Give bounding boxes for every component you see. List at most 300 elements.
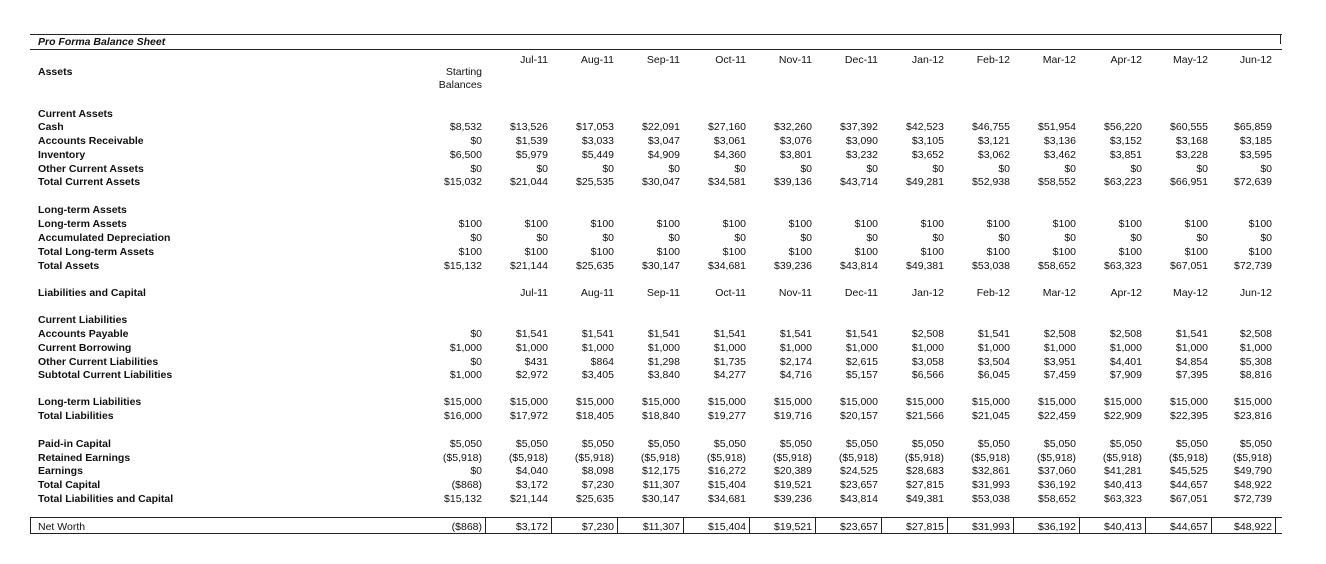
table-cell: $100 — [656, 218, 680, 230]
table-cell: $46,755 — [972, 121, 1010, 133]
table-cell: $100 — [1184, 246, 1208, 258]
networth-bottom-rule — [30, 533, 1282, 534]
month-header: Sep-11 — [646, 287, 680, 299]
net-worth-cell: $48,922 — [1234, 521, 1272, 533]
table-cell: $1,000 — [1109, 342, 1142, 354]
table-cell: $65,859 — [1234, 121, 1272, 133]
table-cell: $100 — [524, 218, 548, 230]
liabilities-capital-heading: Liabilities and Capital — [38, 287, 146, 299]
table-cell: $3,121 — [977, 135, 1010, 147]
table-cell: $1,541 — [977, 328, 1010, 340]
table-cell: $20,389 — [774, 465, 812, 477]
table-cell: $0 — [536, 163, 548, 175]
table-cell: $49,790 — [1234, 465, 1272, 477]
net-worth-cell: $27,815 — [906, 521, 944, 533]
net-worth-divider — [947, 517, 948, 533]
net-worth-divider — [1013, 517, 1014, 533]
table-cell: $3,033 — [581, 135, 614, 147]
table-cell: $3,136 — [1043, 135, 1076, 147]
table-cell: $5,050 — [1239, 438, 1272, 450]
month-header: Dec-11 — [844, 54, 878, 66]
table-cell: $1,000 — [449, 342, 482, 354]
table-cell: $3,062 — [977, 149, 1010, 161]
table-cell: $18,840 — [642, 410, 680, 422]
table-cell: $100 — [920, 246, 944, 258]
table-cell: $0 — [932, 163, 944, 175]
row-label: Total Capital — [38, 479, 101, 491]
table-cell: $4,716 — [779, 369, 812, 381]
table-cell: ($868) — [451, 479, 482, 491]
table-cell: $44,657 — [1170, 479, 1208, 491]
table-cell: $43,814 — [840, 260, 878, 272]
row-label: Current Liabilities — [38, 314, 128, 326]
table-cell: $25,635 — [576, 493, 614, 505]
table-cell: $1,000 — [977, 342, 1010, 354]
table-cell: $3,047 — [647, 135, 680, 147]
table-cell: $100 — [1118, 218, 1142, 230]
table-cell: $0 — [800, 232, 812, 244]
table-cell: $3,462 — [1043, 149, 1076, 161]
table-cell: $21,144 — [510, 493, 548, 505]
table-cell: $6,500 — [449, 149, 482, 161]
table-cell: $1,541 — [779, 328, 812, 340]
month-header: May-12 — [1172, 287, 1208, 299]
table-cell: $1,541 — [845, 328, 878, 340]
table-cell: $5,979 — [515, 149, 548, 161]
table-cell: $16,272 — [708, 465, 746, 477]
net-worth-cell: $15,404 — [708, 521, 746, 533]
table-cell: $2,508 — [1109, 328, 1142, 340]
table-cell: $4,277 — [713, 369, 746, 381]
month-header: Sep-11 — [646, 54, 680, 66]
table-cell: $13,526 — [510, 121, 548, 133]
table-cell: $15,032 — [444, 176, 482, 188]
table-cell: $0 — [602, 163, 614, 175]
net-worth-cell: $31,993 — [972, 521, 1010, 533]
table-cell: $2,972 — [515, 369, 548, 381]
table-cell: $21,144 — [510, 260, 548, 272]
table-cell: $19,277 — [708, 410, 746, 422]
right-border — [1280, 34, 1281, 44]
table-cell: $21,566 — [906, 410, 944, 422]
table-cell: $2,508 — [911, 328, 944, 340]
table-cell: $25,535 — [576, 176, 614, 188]
row-label: Total Long-term Assets — [38, 246, 155, 258]
table-cell: $100 — [722, 246, 746, 258]
month-header: Dec-11 — [844, 287, 878, 299]
table-cell: $0 — [800, 163, 812, 175]
table-cell: $7,909 — [1109, 369, 1142, 381]
table-cell: $1,541 — [647, 328, 680, 340]
table-cell: $63,323 — [1104, 493, 1142, 505]
table-cell: $51,954 — [1038, 121, 1076, 133]
table-cell: ($5,918) — [970, 452, 1010, 464]
net-worth-divider — [1079, 517, 1080, 533]
table-cell: ($5,918) — [772, 452, 812, 464]
table-cell: $15,000 — [1104, 396, 1142, 408]
month-header: Jan-12 — [911, 54, 944, 66]
table-cell: $5,050 — [713, 438, 746, 450]
table-cell: $7,459 — [1043, 369, 1076, 381]
table-cell: $1,298 — [647, 356, 680, 368]
table-cell: $3,172 — [515, 479, 548, 491]
table-cell: $53,038 — [972, 260, 1010, 272]
table-cell: $23,816 — [1234, 410, 1272, 422]
table-cell: $5,050 — [845, 438, 878, 450]
row-label: Inventory — [38, 149, 86, 161]
table-cell: $5,050 — [1043, 438, 1076, 450]
table-cell: $5,050 — [449, 438, 482, 450]
table-cell: $22,909 — [1104, 410, 1142, 422]
table-cell: $0 — [668, 232, 680, 244]
row-label: Earnings — [38, 465, 83, 477]
table-cell: $15,000 — [576, 396, 614, 408]
table-cell: $3,076 — [779, 135, 812, 147]
net-worth-cell: $11,307 — [642, 521, 680, 533]
table-cell: $0 — [668, 163, 680, 175]
table-cell: $3,851 — [1109, 149, 1142, 161]
table-cell: $0 — [734, 232, 746, 244]
row-label: Other Current Liabilities — [38, 356, 159, 368]
table-cell: $0 — [470, 356, 482, 368]
sheet-title: Pro Forma Balance Sheet — [38, 36, 166, 48]
table-cell: $100 — [854, 246, 878, 258]
table-cell: $5,050 — [779, 438, 812, 450]
table-cell: $60,555 — [1170, 121, 1208, 133]
table-cell: $3,185 — [1239, 135, 1272, 147]
table-cell: $15,404 — [708, 479, 746, 491]
table-cell: $3,652 — [911, 149, 944, 161]
table-cell: ($5,918) — [1036, 452, 1076, 464]
table-cell: $15,132 — [444, 493, 482, 505]
table-cell: $15,000 — [906, 396, 944, 408]
table-cell: $100 — [458, 246, 482, 258]
month-header: Oct-11 — [715, 54, 746, 66]
table-cell: $0 — [470, 328, 482, 340]
table-cell: $31,993 — [972, 479, 1010, 491]
table-cell: $5,050 — [647, 438, 680, 450]
table-cell: $0 — [1064, 163, 1076, 175]
row-label: Accounts Payable — [38, 328, 129, 340]
table-cell: $0 — [536, 232, 548, 244]
net-worth-divider — [683, 517, 684, 533]
table-cell: $0 — [1130, 232, 1142, 244]
table-cell: $15,000 — [972, 396, 1010, 408]
table-cell: $18,405 — [576, 410, 614, 422]
month-header: Jun-12 — [1239, 54, 1272, 66]
table-cell: $5,050 — [581, 438, 614, 450]
table-cell: $43,814 — [840, 493, 878, 505]
table-cell: $16,000 — [444, 410, 482, 422]
month-header: Apr-12 — [1110, 287, 1142, 299]
table-cell: $25,635 — [576, 260, 614, 272]
table-cell: $100 — [1052, 218, 1076, 230]
table-cell: $1,000 — [581, 342, 614, 354]
table-cell: $1,000 — [449, 369, 482, 381]
row-label: Long-term Liabilities — [38, 396, 142, 408]
table-cell: $52,938 — [972, 176, 1010, 188]
table-cell: $15,000 — [642, 396, 680, 408]
table-cell: $72,739 — [1234, 260, 1272, 272]
table-cell: $0 — [998, 232, 1010, 244]
table-cell: $39,236 — [774, 493, 812, 505]
net-worth-divider — [815, 517, 816, 533]
net-worth-divider — [485, 517, 486, 533]
table-cell: ($5,918) — [904, 452, 944, 464]
table-cell: $63,223 — [1104, 176, 1142, 188]
table-cell: $100 — [1184, 218, 1208, 230]
month-header: May-12 — [1172, 54, 1208, 66]
net-worth-divider — [551, 517, 552, 533]
table-cell: $3,228 — [1175, 149, 1208, 161]
row-label: Accounts Receivable — [38, 135, 144, 147]
table-cell: $100 — [524, 246, 548, 258]
table-cell: $58,652 — [1038, 260, 1076, 272]
net-worth-divider — [1275, 517, 1276, 533]
table-cell: $4,401 — [1109, 356, 1142, 368]
table-cell: $21,044 — [510, 176, 548, 188]
table-cell: $0 — [1260, 232, 1272, 244]
row-label: Accumulated Depreciation — [38, 232, 171, 244]
net-worth-cell: $19,521 — [774, 521, 812, 533]
table-cell: $72,739 — [1234, 493, 1272, 505]
table-cell: $15,000 — [1170, 396, 1208, 408]
table-cell: $100 — [1052, 246, 1076, 258]
table-cell: $0 — [866, 163, 878, 175]
table-cell: $100 — [986, 246, 1010, 258]
row-label: Current Borrowing — [38, 342, 132, 354]
table-cell: $0 — [932, 232, 944, 244]
table-cell: $5,449 — [581, 149, 614, 161]
table-cell: $0 — [1064, 232, 1076, 244]
net-worth-cell: $3,172 — [515, 521, 548, 533]
row-label: Total Assets — [38, 260, 100, 272]
net-worth-divider — [881, 517, 882, 533]
table-cell: $0 — [470, 232, 482, 244]
table-cell: $48,922 — [1234, 479, 1272, 491]
table-cell: $1,541 — [581, 328, 614, 340]
table-cell: $22,459 — [1038, 410, 1076, 422]
table-cell: $67,051 — [1170, 493, 1208, 505]
table-cell: ($5,918) — [838, 452, 878, 464]
table-cell: $15,000 — [510, 396, 548, 408]
month-header: Jul-11 — [520, 54, 548, 66]
table-cell: $21,045 — [972, 410, 1010, 422]
table-cell: $100 — [1248, 218, 1272, 230]
table-cell: $67,051 — [1170, 260, 1208, 272]
net-worth-divider — [1211, 517, 1212, 533]
table-cell: $8,816 — [1239, 369, 1272, 381]
row-label: Total Liabilities — [38, 410, 114, 422]
table-cell: $40,413 — [1104, 479, 1142, 491]
table-cell: $27,160 — [708, 121, 746, 133]
month-header: Aug-11 — [580, 54, 614, 66]
net-worth-divider — [617, 517, 618, 533]
table-cell: $49,381 — [906, 260, 944, 272]
table-cell: $100 — [590, 218, 614, 230]
table-cell: $100 — [722, 218, 746, 230]
table-cell: $28,683 — [906, 465, 944, 477]
table-cell: $0 — [1196, 163, 1208, 175]
table-cell: $24,525 — [840, 465, 878, 477]
table-cell: $22,395 — [1170, 410, 1208, 422]
table-cell: $1,000 — [911, 342, 944, 354]
table-cell: $1,000 — [713, 342, 746, 354]
table-cell: $41,281 — [1104, 465, 1142, 477]
table-cell: $4,909 — [647, 149, 680, 161]
net-worth-label: Net Worth — [38, 521, 86, 533]
table-cell: $2,174 — [779, 356, 812, 368]
table-cell: $4,360 — [713, 149, 746, 161]
table-cell: $1,541 — [515, 328, 548, 340]
table-cell: $15,132 — [444, 260, 482, 272]
table-cell: $5,050 — [1175, 438, 1208, 450]
month-header: Apr-12 — [1110, 54, 1142, 66]
table-cell: $5,308 — [1239, 356, 1272, 368]
table-cell: $0 — [1260, 163, 1272, 175]
month-header: Mar-12 — [1042, 287, 1076, 299]
table-cell: $34,681 — [708, 493, 746, 505]
net-worth-cell: $23,657 — [840, 521, 878, 533]
table-cell: $0 — [470, 465, 482, 477]
month-header: Oct-11 — [715, 287, 746, 299]
networth-top-rule — [30, 517, 1282, 518]
table-cell: $1,000 — [1043, 342, 1076, 354]
table-cell: $100 — [1118, 246, 1142, 258]
table-cell: $0 — [1130, 163, 1142, 175]
table-cell: $100 — [656, 246, 680, 258]
table-cell: $34,681 — [708, 260, 746, 272]
table-cell: $8,098 — [581, 465, 614, 477]
table-cell: ($5,918) — [640, 452, 680, 464]
net-worth-cell: $44,657 — [1170, 521, 1208, 533]
table-cell: $1,000 — [647, 342, 680, 354]
table-cell: $15,000 — [840, 396, 878, 408]
table-cell: $100 — [854, 218, 878, 230]
table-cell: $4,854 — [1175, 356, 1208, 368]
table-cell: ($5,918) — [706, 452, 746, 464]
table-cell: $0 — [602, 232, 614, 244]
table-cell: $3,058 — [911, 356, 944, 368]
table-cell: $15,000 — [1234, 396, 1272, 408]
table-cell: $17,053 — [576, 121, 614, 133]
table-cell: $0 — [734, 163, 746, 175]
month-header: Feb-12 — [976, 54, 1010, 66]
table-cell: $3,951 — [1043, 356, 1076, 368]
table-cell: ($5,918) — [1232, 452, 1272, 464]
table-cell: $11,307 — [642, 479, 680, 491]
table-cell: $6,045 — [977, 369, 1010, 381]
table-cell: $39,236 — [774, 260, 812, 272]
table-cell: $12,175 — [642, 465, 680, 477]
table-cell: $43,714 — [840, 176, 878, 188]
month-header: Aug-11 — [580, 287, 614, 299]
row-label: Total Liabilities and Capital — [38, 493, 174, 505]
table-cell: $100 — [590, 246, 614, 258]
table-cell: $3,232 — [845, 149, 878, 161]
table-cell: $34,581 — [708, 176, 746, 188]
table-cell: $22,091 — [642, 121, 680, 133]
table-cell: $100 — [1248, 246, 1272, 258]
month-header: Mar-12 — [1042, 54, 1076, 66]
row-label: Cash — [38, 121, 64, 133]
table-cell: $100 — [920, 218, 944, 230]
net-worth-cell: $7,230 — [581, 521, 614, 533]
table-cell: $1,000 — [845, 342, 878, 354]
table-cell: $0 — [470, 135, 482, 147]
month-header: Feb-12 — [976, 287, 1010, 299]
table-cell: $1,735 — [713, 356, 746, 368]
table-cell: $30,147 — [642, 493, 680, 505]
table-cell: $1,000 — [779, 342, 812, 354]
table-cell: $1,000 — [1239, 342, 1272, 354]
table-cell: ($5,918) — [442, 452, 482, 464]
table-cell: $5,050 — [911, 438, 944, 450]
table-cell: $3,595 — [1239, 149, 1272, 161]
table-cell: $37,060 — [1038, 465, 1076, 477]
table-cell: $2,615 — [845, 356, 878, 368]
table-cell: $49,381 — [906, 493, 944, 505]
table-cell: $27,815 — [906, 479, 944, 491]
table-cell: $37,392 — [840, 121, 878, 133]
table-cell: $32,260 — [774, 121, 812, 133]
table-cell: $3,152 — [1109, 135, 1142, 147]
table-cell: $8,532 — [449, 121, 482, 133]
table-cell: $5,050 — [1109, 438, 1142, 450]
table-cell: $0 — [998, 163, 1010, 175]
table-cell: $3,405 — [581, 369, 614, 381]
table-cell: $15,000 — [774, 396, 812, 408]
month-header: Nov-11 — [778, 54, 812, 66]
table-cell: $49,281 — [906, 176, 944, 188]
table-cell: $19,521 — [774, 479, 812, 491]
month-header: Jan-12 — [911, 287, 944, 299]
table-cell: $63,323 — [1104, 260, 1142, 272]
table-cell: $72,639 — [1234, 176, 1272, 188]
table-cell: $66,951 — [1170, 176, 1208, 188]
table-cell: $1,000 — [515, 342, 548, 354]
starting-balances-header: Starting Balances — [438, 66, 482, 91]
row-label: Paid-in Capital — [38, 438, 111, 450]
table-cell: $5,157 — [845, 369, 878, 381]
assets-heading: Assets — [38, 66, 73, 78]
table-cell: $864 — [590, 356, 614, 368]
table-cell: ($5,918) — [574, 452, 614, 464]
table-cell: $0 — [1196, 232, 1208, 244]
net-worth-divider — [30, 517, 31, 533]
table-cell: $7,230 — [581, 479, 614, 491]
table-cell: $100 — [458, 218, 482, 230]
table-cell: ($5,918) — [508, 452, 548, 464]
month-header: Jul-11 — [520, 287, 548, 299]
table-cell: $30,047 — [642, 176, 680, 188]
net-worth-cell: $36,192 — [1038, 521, 1076, 533]
table-cell: $4,040 — [515, 465, 548, 477]
table-cell: $39,136 — [774, 176, 812, 188]
table-cell: $23,657 — [840, 479, 878, 491]
month-header: Nov-11 — [778, 287, 812, 299]
table-cell: $1,000 — [1175, 342, 1208, 354]
table-cell: $1,539 — [515, 135, 548, 147]
table-cell: $6,566 — [911, 369, 944, 381]
net-worth-cell: $40,413 — [1104, 521, 1142, 533]
net-worth-divider — [1145, 517, 1146, 533]
month-header: Jun-12 — [1239, 287, 1272, 299]
table-cell: $30,147 — [642, 260, 680, 272]
table-cell: $2,508 — [1239, 328, 1272, 340]
row-label: Retained Earnings — [38, 452, 131, 464]
title-bar — [30, 34, 1282, 50]
